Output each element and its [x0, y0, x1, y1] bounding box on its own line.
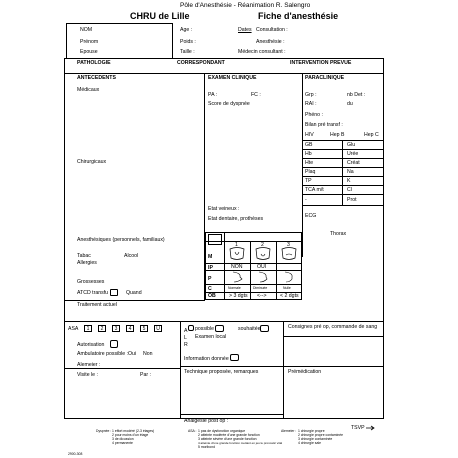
bio-na: Na: [347, 169, 354, 175]
asa-option-u[interactable]: U: [154, 325, 162, 332]
bilan-label: Bilan pré transf :: [305, 122, 343, 128]
technique-label: Technique proposée, remarques: [184, 369, 259, 375]
du-label: du: [347, 101, 353, 107]
anesthesiques-label: Anesthésiques (personnels, familiaux): [77, 237, 165, 243]
asa-label: ASA: [68, 326, 79, 332]
age-label: Age :: [180, 27, 193, 33]
profile-3-icon: [281, 271, 297, 283]
mallampati-num-2: 2: [261, 242, 264, 248]
fc-label: FC :: [251, 92, 261, 98]
c-diminuee: Diminuée: [253, 286, 268, 290]
mouth-class-2-icon: [253, 246, 273, 262]
taille-label: Taille :: [180, 49, 195, 55]
bio-tp: TP: [305, 178, 312, 184]
examen-header: EXAMEN CLINIQUE: [208, 75, 257, 81]
bio-uree: Urée: [347, 151, 359, 157]
correspondant-header: CORRESPONDANT: [177, 60, 225, 66]
tsvp-label: TSVP: [351, 425, 365, 431]
alr-possible-label: possible: [195, 326, 215, 332]
footer-asa-4: 4 atteinte d'une grande fonction mettant en jeu le pronostic vital: [198, 441, 283, 445]
bio-row-2: [302, 158, 384, 159]
bio-tca: TCA m/t: [305, 187, 324, 193]
dyspnee-label: Score de dyspnée: [208, 101, 250, 107]
ambulatoire-label: Ambulatoire possible :: [77, 351, 129, 357]
nom-label: NOM: [80, 27, 93, 33]
examen-local-label: Examen local: [195, 334, 227, 340]
footer-asa-title: ASA :: [188, 429, 197, 433]
bio-glu: Glu: [347, 142, 356, 148]
alr-r: R: [184, 342, 188, 348]
rai-label: RAI :: [305, 101, 317, 107]
bio-creat: Créat: [347, 160, 360, 166]
pathologie-header: PATHOLOGIE: [77, 60, 111, 66]
bio-prot: Prot: [347, 197, 357, 203]
bio-blank: -: [305, 197, 307, 203]
mouth-class-1-icon: [227, 246, 247, 262]
medecin-label: Médecin consultant :: [238, 49, 286, 55]
hiv-label: HIV: [305, 132, 314, 138]
alr-souhaitee-label: souhaitée: [238, 326, 261, 332]
technique-divider: [180, 366, 384, 367]
medicaux-label: Médicaux: [77, 87, 100, 93]
alr-souhaitee-box[interactable]: [260, 325, 269, 332]
mouth-class-3-icon: [279, 246, 299, 262]
alr-a: A: [184, 328, 188, 334]
hospital-name: CHRU de Lille: [130, 11, 190, 21]
atcd-transfu-checkbox[interactable]: [110, 289, 118, 296]
bio-row-3: [302, 167, 384, 168]
grp-label: Grp :: [305, 92, 317, 98]
bio-k: K: [347, 178, 351, 184]
paraclinique-header: PARACLINIQUE: [305, 75, 345, 81]
asa-option-4[interactable]: 4: [126, 325, 134, 332]
c-nulle: Nulle: [283, 286, 291, 290]
intervention-header: INTERVENTION PREVUE: [290, 60, 352, 66]
footer-asa-3: 3 atteinte sévère d'une grande fonction: [198, 437, 257, 441]
asa-alr-divider: [180, 321, 181, 419]
consignes-label: Consignes pré op, commande de sang: [288, 324, 378, 330]
footer-dyspnee-4: 4 permanente: [112, 441, 133, 445]
footer-alemeier-title: Alemeier :: [281, 429, 297, 433]
allergies-label: Allergies: [77, 260, 97, 266]
antecedents-header: ANTECEDENTS: [77, 75, 116, 81]
ip-oui: OUI: [257, 264, 267, 270]
ecg-label: ECG: [305, 213, 317, 219]
footer-asa-2: 2 atteinte modérée d'une grande fonction: [198, 433, 260, 437]
analgesie-label: Analgésie post op :: [184, 418, 229, 424]
premedication-label: Prémédication: [288, 369, 322, 375]
bio-row-1: [302, 149, 384, 150]
row-label-ob: OB: [208, 293, 216, 299]
visite-label: Visite le :: [77, 372, 98, 378]
consultation-label: Consultation :: [256, 27, 288, 33]
footer-alemeier-1: 1 chirurgie propre: [298, 429, 325, 433]
thorax-label: Thorax: [330, 231, 347, 237]
prenom-label: Prénom: [80, 39, 99, 45]
autorisation-checkbox[interactable]: [110, 340, 118, 348]
pheno-label: Phéno :: [305, 112, 323, 118]
traitement-divider: [64, 300, 205, 301]
footer-dyspnee-1: 1 effort modéré (2-3 étages): [112, 429, 155, 433]
ob-gt3: > 3 dgts: [229, 293, 248, 299]
profile-2-icon: [255, 271, 271, 283]
bio-cl: Cl: [347, 187, 352, 193]
hep-c-label: Hep C: [364, 132, 379, 138]
ambulatoire-oui[interactable]: Oui: [128, 351, 137, 357]
anesthesie-label: Anesthésie :: [256, 39, 285, 45]
traitement-label: Traitement actuel: [77, 302, 117, 308]
asa-option-2[interactable]: 2: [98, 325, 106, 332]
footer-dyspnee-2: 2 pour moins d'un étage: [112, 433, 149, 437]
row-label-p: P: [208, 276, 212, 282]
footer-dyspnee-3: 3 de dicussion: [112, 437, 134, 441]
pa-label: PA :: [208, 92, 218, 98]
grid-row-4: [205, 284, 302, 285]
profile-1-icon: [229, 271, 245, 283]
footer-alemeier-4: 4 chirurgie sale: [298, 441, 321, 445]
ob-mid: <-->: [257, 293, 267, 299]
footer-asa-1: 1 pas de dysfonction organique: [198, 429, 246, 433]
chirurgicaux-label: Chirurgicaux: [77, 159, 107, 165]
bio-gb: GB: [305, 142, 313, 148]
footer-asa-5: 5 moribond: [198, 445, 215, 449]
row-divider-1: [64, 73, 384, 74]
asa-option-1[interactable]: 1: [84, 325, 92, 332]
bio-plaq: Plaq: [305, 169, 316, 175]
asa-option-3[interactable]: 3: [112, 325, 120, 332]
information-checkbox[interactable]: [230, 354, 239, 361]
c-normale: Normale: [228, 286, 241, 290]
veineux-label: Etat veineux :: [208, 206, 240, 212]
dentaire-label: Etat dentaire, prothèses: [208, 216, 264, 222]
asa-option-5[interactable]: 5: [140, 325, 148, 332]
atcd-transfu-label: ATCD transfu: [77, 290, 109, 296]
grid-col-a: [224, 232, 225, 300]
information-label: Information donnée: [184, 356, 229, 362]
epouse-label: Epouse: [80, 49, 98, 55]
mallampati-selector[interactable]: [208, 234, 222, 245]
service-line: Pôle d'Anesthésie - Réanimation R. Salengro: [180, 2, 311, 9]
bio-row-5: [302, 185, 384, 186]
row-label-ip: IP: [208, 265, 213, 271]
bio-row-6: [302, 194, 384, 195]
arrow-right-icon: [366, 425, 376, 431]
bio-row-4: [302, 176, 384, 177]
mallampati-num-1: 1: [235, 242, 238, 248]
analgesie-divider: [180, 414, 283, 415]
alemeier-label: Alemeier :: [77, 362, 101, 368]
bio-hb: Hb: [305, 151, 312, 157]
footer-dyspnee-title: Dyspnée :: [96, 429, 112, 433]
footer-alemeier-2: 2 chirurgie propre contaminée: [298, 433, 344, 437]
poids-label: Poids :: [180, 39, 196, 45]
hep-b-label: Hep B: [330, 132, 345, 138]
bio-hte: Hte: [305, 160, 314, 166]
alcool-label: Alcool: [124, 253, 139, 259]
grossesses-label: Grossesses: [77, 279, 105, 285]
grid-row-2: [205, 263, 302, 264]
tabac-label: Tabac: [77, 253, 91, 259]
quand-label: Quand: [126, 290, 142, 296]
visite-divider: [64, 368, 180, 369]
ob-lt2: < 2 dgts: [280, 293, 299, 299]
nb-det-label: nb Det :: [347, 92, 366, 98]
alr-possible-checkbox[interactable]: [188, 325, 194, 331]
mallampati-num-3: 3: [287, 242, 290, 248]
ambulatoire-non[interactable]: Non: [143, 351, 153, 357]
alr-possible-box[interactable]: [215, 325, 224, 332]
par-label: Par :: [140, 372, 151, 378]
dates-label: Dates: [238, 27, 252, 33]
ip-non: NON: [231, 264, 243, 270]
form-title: Fiche d'anesthésie: [258, 11, 339, 21]
row-label-c: C: [208, 286, 212, 292]
form-code: 2900-308: [68, 452, 83, 456]
footer-alemeier-3: 3 chirurgie contaminée: [298, 437, 333, 441]
autorisation-label: Autorisation: [77, 342, 105, 348]
row-label-m: M: [208, 254, 213, 260]
alr-l: L: [184, 335, 187, 341]
